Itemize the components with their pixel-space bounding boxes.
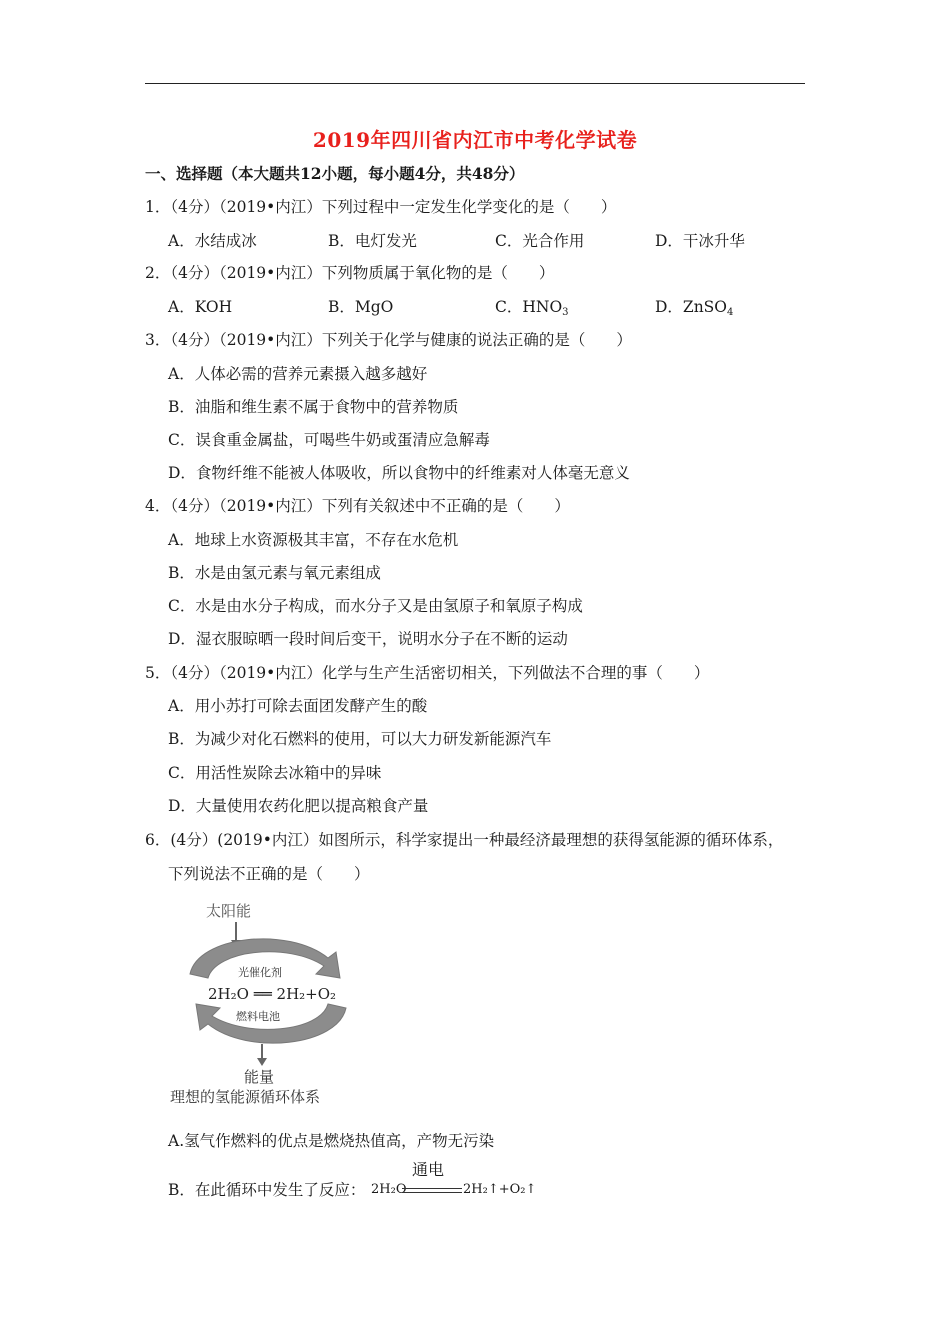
option: B．水是由氢元素与氧元素组成 (168, 564, 381, 582)
option: A.氢气作燃料的优点是燃烧热值高，产物无污染 (168, 1132, 495, 1150)
option: B．在此循环中发生了反应： (168, 1181, 366, 1199)
option: A．地球上水资源极其丰富，不存在水危机 (168, 531, 459, 549)
question-stem: 3．（4分）（2019•内江）下列关于化学与健康的说法正确的是（ ） (145, 331, 632, 349)
question-stem: 2．（4分）（2019•内江）下列物质属于氧化物的是（ ） (145, 264, 555, 282)
diagram-fuel-cell: 燃料电池 (236, 1010, 280, 1023)
reaction-equals-bottom (402, 1192, 462, 1193)
section-heading: 一、选择题（本大题共12小题，每小题4分，共48分） (145, 164, 525, 183)
option: A．KOH (168, 298, 233, 316)
option: C．光合作用 (495, 232, 585, 250)
option: C．水是由水分子构成，而水分子又是由氢原子和氧原子构成 (168, 597, 583, 615)
question-stem-continued: 下列说法不正确的是（ ） (168, 865, 370, 883)
question-stem: 6．(4分）(2019•内江）如图所示，科学家提出一种最经济最理想的获得氢能源的循环体系， (145, 831, 784, 849)
option: B．为减少对化石燃料的使用，可以大力研发新能源汽车 (168, 730, 552, 748)
option: C．用活性炭除去冰箱中的异味 (168, 764, 382, 782)
hydrogen-cycle-diagram (168, 896, 368, 1106)
option: B．MgO (328, 298, 394, 316)
question-stem: 1．（4分）（2019•内江）下列过程中一定发生化学变化的是（ ） (145, 198, 617, 216)
option: B．油脂和维生素不属于食物中的营养物质 (168, 398, 459, 416)
question-stem: 4．（4分）（2019•内江）下列有关叙述中不正确的是（ ） (145, 497, 570, 515)
diagram-equation: 2H₂O ══ 2H₂+O₂ (208, 985, 337, 1003)
diagram-caption: 理想的氢能源循环体系 (170, 1088, 321, 1106)
page-title: 2019年四川省内江市中考化学试卷 (312, 128, 638, 152)
option: D．ZnSO$_4$ (655, 298, 734, 318)
reaction-condition: 通电 (412, 1160, 445, 1179)
reaction-right: 2H₂↑+O₂↑ (463, 1182, 537, 1197)
option: D．湿衣服晾晒一段时间后变干，说明水分子在不断的运动 (168, 630, 568, 648)
option: A．用小苏打可除去面团发酵产生的酸 (168, 697, 428, 715)
option: D．干冰升华 (655, 232, 745, 250)
reaction-equals-top (402, 1188, 462, 1189)
diagram-top-label: 太阳能 (206, 902, 252, 920)
option: A．人体必需的营养元素摄入越多越好 (168, 365, 428, 383)
option: C．$HNO_3$ (495, 298, 569, 318)
option: B．电灯发光 (328, 232, 417, 250)
question-stem: 5．（4分）（2019•内江）化学与生产生活密切相关，下列做法不合理的事（ ） (145, 664, 710, 682)
option: D．食物纤维不能被人体吸收，所以食物中的纤维素对人体毫无意义 (168, 464, 630, 482)
header-rule (145, 83, 805, 84)
option: D．大量使用农药化肥以提高粮食产量 (168, 797, 429, 815)
diagram-catalyst: 光催化剂 (238, 966, 282, 979)
option: C．误食重金属盐，可喝些牛奶或蛋清应急解毒 (168, 431, 490, 449)
diagram-bottom-label: 能量 (244, 1068, 275, 1086)
reaction-left: 2H₂O (371, 1182, 407, 1197)
option: A．水结成冰 (168, 232, 257, 250)
